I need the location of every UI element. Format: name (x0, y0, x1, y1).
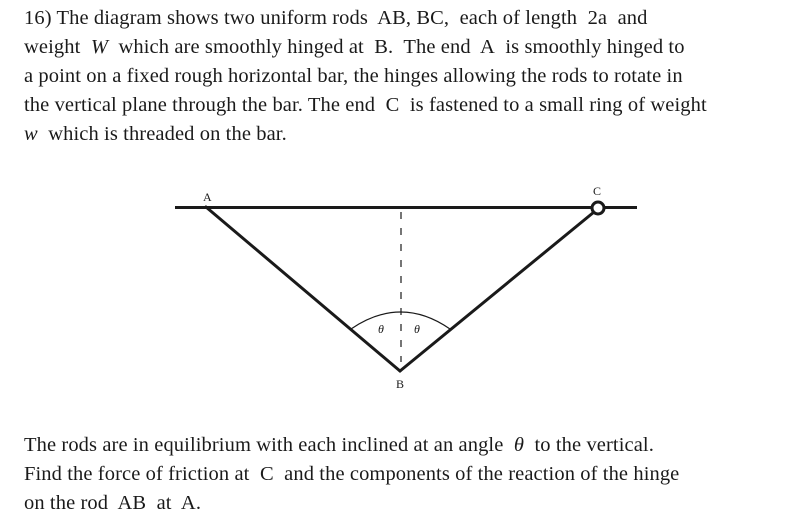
task-line-3: on the rod AB at A. (24, 492, 202, 514)
angle-right-label: θ (414, 322, 420, 336)
intro-line-3: a point on a fixed rough horizontal bar, the hinges allowing the rods to rotate in (24, 65, 683, 87)
rod-bc (400, 212, 594, 371)
intro-line-2: weight W which are smoothly hinged at B. The end A is smoothly hinged to (24, 36, 685, 58)
task-line-1: The rods are in equilibrium with each inclined at an angle θ to the vertical. (24, 434, 654, 456)
question-task (24, 431, 794, 518)
angle-left-label: θ (378, 322, 384, 336)
intro-line-5: w which is threaded on the bar. (24, 123, 287, 145)
label-b: B (396, 377, 405, 391)
ring-c (592, 202, 604, 214)
rod-ab (206, 207, 400, 371)
intro-line-1: 16) The diagram shows two uniform rods AB, BC, each of length 2a and (24, 7, 648, 29)
label-a: A (203, 190, 212, 204)
question-number: 16) (24, 7, 52, 29)
task-line-2: Find the force of friction at C and the components of the reaction of the hinge (24, 463, 680, 485)
label-c: C (593, 184, 602, 198)
intro-line-4: the vertical plane through the bar. The end C is fastened to a small ring of weight (24, 94, 707, 116)
